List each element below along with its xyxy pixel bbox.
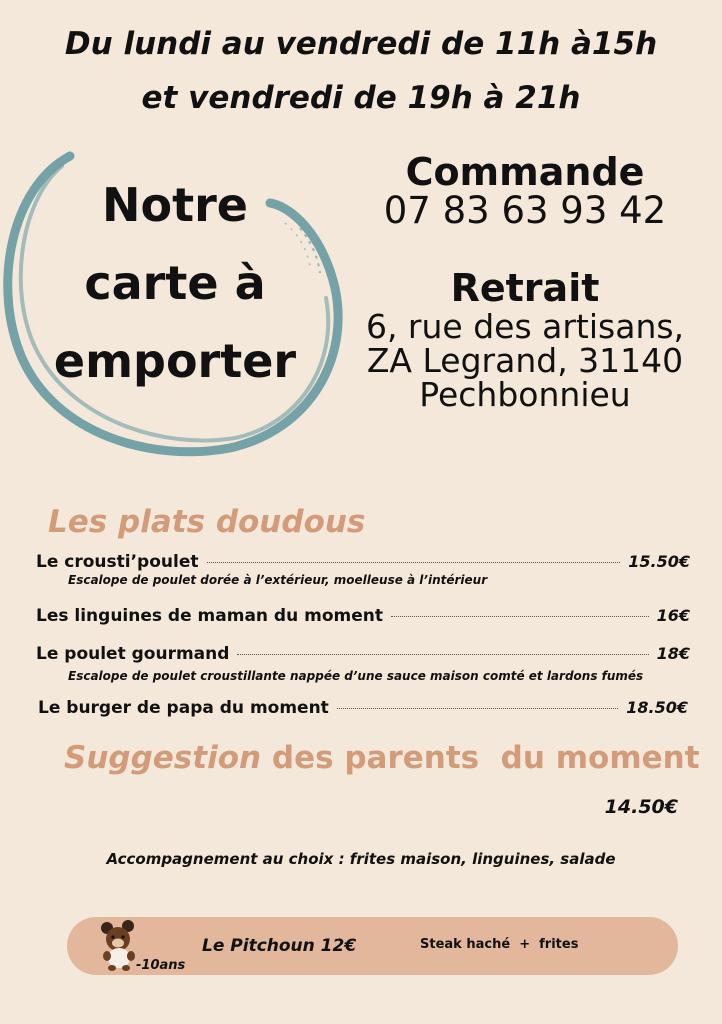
dish-name: Le burger de papa du moment	[38, 698, 329, 718]
menu-item	[38, 698, 688, 718]
dish-name: Le poulet gourmand	[36, 644, 230, 664]
suggestion-title-rest: des parents du moment	[271, 740, 700, 776]
title-line-2: carte à	[84, 256, 266, 310]
dotted-leader	[207, 562, 621, 563]
menu-section-title: Les plats doudous	[48, 504, 366, 540]
dish-price: 16€	[656, 606, 690, 625]
dish-name: Les linguines de maman du moment	[36, 606, 383, 626]
dotted-leader	[237, 654, 648, 655]
dotted-leader	[337, 708, 618, 709]
dish-price: 18.50€	[626, 698, 688, 717]
dish-description: Escalope de poulet dorée à l’extérieur, moelleuse à l’intérieur	[68, 573, 488, 587]
kids-menu-title: Le Pitchoun 12€	[202, 936, 357, 956]
title-line-3: emporter	[53, 334, 297, 388]
dish-price: 18€	[656, 644, 690, 663]
kids-age: -10ans	[136, 958, 186, 973]
pickup-address-line-2: ZA Legrand, 31140	[366, 341, 684, 380]
suggestion-price: 14.50€	[604, 796, 678, 818]
menu-item	[36, 606, 690, 626]
kids-menu-description: Steak haché + frites	[420, 937, 579, 952]
dish-description: Escalope de poulet croustillante nappée d’une sauce maison comté et lardons fumés	[68, 669, 644, 683]
pickup-address-line-1: 6, rue des artisans,	[365, 307, 685, 346]
dotted-leader	[391, 616, 649, 617]
order-heading: Commande	[405, 150, 645, 194]
suggestion-sides: Accompagnement au choix : frites maison, linguines, salade	[106, 850, 616, 868]
hours-line-1: Du lundi au vendredi de 11h à15h	[64, 26, 658, 62]
pickup-heading: Retrait	[450, 266, 600, 310]
dish-name: Le crousti’poulet	[36, 552, 199, 572]
hours-line-2: et vendredi de 19h à 21h	[141, 80, 581, 116]
suggestion-title-italic: Suggestion	[64, 740, 262, 776]
pickup-address-line-3: Pechbonnieu	[419, 375, 631, 414]
menu-item	[36, 644, 690, 664]
title-line-1: Notre	[102, 178, 248, 232]
suggestion-title	[64, 740, 700, 776]
order-phone[interactable]: 07 83 63 93 42	[383, 189, 667, 232]
dish-price: 15.50€	[628, 552, 690, 571]
menu-item	[36, 552, 690, 572]
